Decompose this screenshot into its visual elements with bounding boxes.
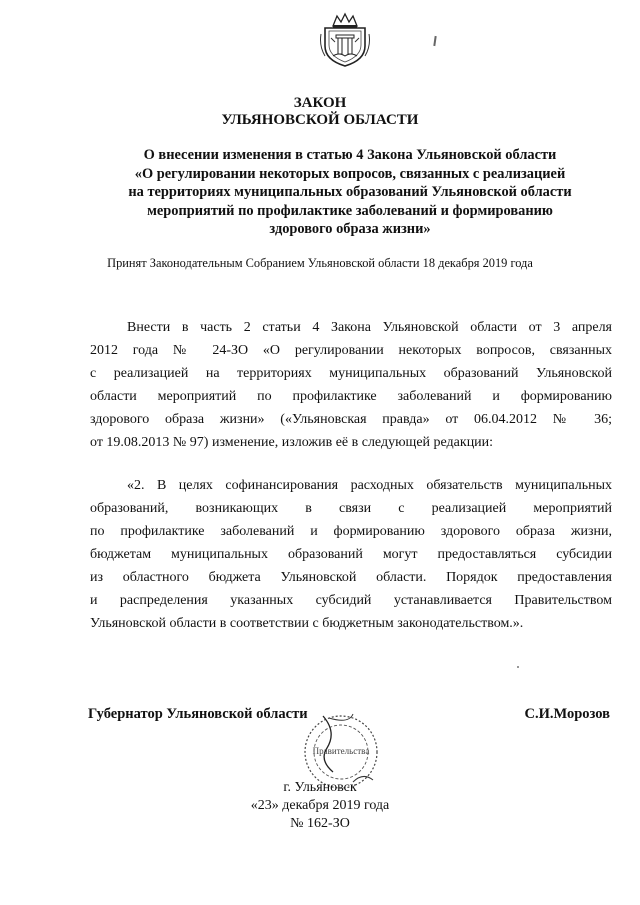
paragraph-1 <box>90 316 612 454</box>
paragraph-line: области мероприятий по профилактике заболеваний и формированию <box>90 389 612 404</box>
law-title <box>70 146 630 239</box>
region-label: УЛЬЯНОВСКОЙ ОБЛАСТИ <box>221 112 419 128</box>
paragraph-line: здорового образа жизни» («Ульяновская правда» от 06.04.2012 № 36; <box>90 412 612 427</box>
pen-mark <box>433 36 436 46</box>
paragraph-line: Ульяновской области в соответствии с бюджетным законодательством.». <box>90 616 524 631</box>
paragraph-line: из областного бюджета Ульяновской области. Порядок предоставления <box>90 570 612 585</box>
adopted-line: Принят Законодательным Собранием Ульяновской области 18 декабря 2019 года <box>107 256 533 270</box>
title-line: мероприятий по профилактике заболеваний и формированию <box>147 202 553 219</box>
signatory-name: С.И.Морозов <box>524 706 610 722</box>
law-date: «23» декабря 2019 года <box>250 798 390 813</box>
signatory-position: Губернатор Ульяновской области <box>88 706 308 722</box>
paragraph-line: от 19.08.2013 № 97) изменение, изложив её в следующей редакции: <box>90 435 494 450</box>
paragraph-line: по профилактике заболеваний и формированию здорового образа жизни, <box>90 524 612 539</box>
paragraph-line: образований, возникающих в связи с реализацией мероприятий <box>90 501 612 516</box>
stamp-text: Правительства <box>312 746 370 756</box>
coat-of-arms-icon <box>319 12 371 68</box>
law-label: ЗАКОН <box>293 95 347 111</box>
title-line: здорового образа жизни» <box>269 221 431 237</box>
paragraph-line: 2012 года № 24-ЗО «О регулировании некоторых вопросов, связанных <box>90 343 612 358</box>
paragraph-line: и распределения указанных субсидий устанавливается Правительством <box>90 593 612 608</box>
speck <box>517 666 519 668</box>
title-line: на территориях муниципальных образований Ульяновской области <box>128 184 572 200</box>
law-number: № 162-ЗО <box>290 816 350 831</box>
paragraph-line: Внести в часть 2 статьи 4 Закона Ульяновской области от 3 апреля <box>127 320 612 335</box>
paragraph-line: «2. В целях софинансирования расходных обязательств муниципальных <box>127 478 612 493</box>
paragraph-line: бюджетам муниципальных образований могут предоставляться субсидии <box>90 547 612 562</box>
title-line: О внесении изменения в статью 4 Закона Ульяновской области <box>143 147 557 163</box>
title-line: «О регулировании некоторых вопросов, связанных с реализацией <box>134 165 566 182</box>
city: г. Ульяновск <box>283 780 357 795</box>
paragraph-2 <box>90 474 612 635</box>
paragraph-line: с реализацией на территориях муниципальных образований Ульяновской <box>90 366 612 381</box>
